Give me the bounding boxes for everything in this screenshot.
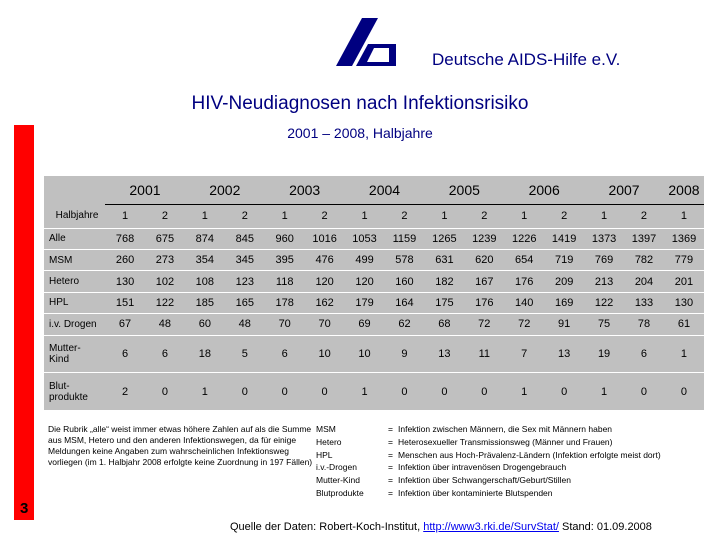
- value-cell: 7: [504, 335, 544, 373]
- value-cell: 395: [265, 249, 305, 270]
- value-cell: 1369: [664, 228, 704, 249]
- slide-number: 3: [20, 500, 29, 517]
- year-header: 2006: [504, 176, 584, 204]
- legend-key: i.v.-Drogen: [316, 462, 357, 473]
- half-year-cell: 2: [401, 210, 408, 222]
- value-cell: 133: [624, 292, 664, 313]
- value-cell: 160: [385, 271, 425, 292]
- value-cell: 61: [664, 314, 704, 335]
- source-prefix: Quelle der Daten: Robert-Koch-Institut,: [230, 521, 421, 533]
- half-year-label: Halbjahre: [55, 210, 99, 222]
- value-cell: 578: [385, 249, 425, 270]
- year-header: 2001: [105, 176, 185, 204]
- value-cell: 213: [584, 271, 624, 292]
- half-year-cell: 1: [441, 210, 448, 222]
- value-cell: 175: [424, 292, 464, 313]
- value-cell: 620: [464, 249, 504, 270]
- legend-key: Mutter-Kind: [316, 475, 360, 486]
- value-cell: 499: [345, 249, 385, 270]
- half-year-cell: 2: [640, 210, 648, 222]
- table-row: [44, 373, 704, 410]
- half-year-cell: 2: [321, 210, 328, 222]
- organization-name: Deutsche AIDS-Hilfe e.V.: [432, 50, 621, 69]
- row-label: Alle: [44, 228, 105, 249]
- value-cell: 260: [105, 249, 145, 270]
- value-cell: 120: [345, 271, 385, 292]
- value-cell: 140: [504, 292, 544, 313]
- value-cell: 1: [504, 373, 544, 410]
- row-label: Hetero: [44, 271, 105, 292]
- legend-desc: Infektion über intravenösen Drogengebrauch: [398, 462, 567, 473]
- value-cell: 78: [624, 314, 664, 335]
- row-label: i.v. Drogen: [44, 314, 105, 335]
- source-link[interactable]: http://www3.rki.de/SurvStat/: [423, 521, 559, 533]
- value-cell: 102: [145, 271, 185, 292]
- legend-desc: Infektion über kontaminierte Blutspenden: [398, 487, 553, 498]
- value-cell: 719: [544, 249, 584, 270]
- value-cell: 165: [225, 292, 265, 313]
- value-cell: 182: [424, 271, 464, 292]
- value-cell: 354: [185, 249, 225, 270]
- row-label-line: Mutter-: [49, 342, 81, 354]
- legend-key: HPL: [316, 449, 333, 460]
- half-year-cell: 1: [361, 210, 368, 222]
- value-cell: 72: [504, 314, 544, 335]
- value-cell: 1016: [305, 228, 345, 249]
- value-cell: 120: [305, 271, 345, 292]
- legend-equals: [388, 423, 393, 500]
- value-cell: 9: [385, 335, 425, 373]
- value-cell: 178: [265, 292, 305, 313]
- legend-eq: =: [388, 475, 393, 486]
- value-cell: 209: [544, 271, 584, 292]
- value-cell: 675: [145, 228, 185, 249]
- value-cell: 0: [624, 373, 664, 410]
- value-cell: 75: [584, 314, 624, 335]
- row-label-line: produkte: [49, 391, 88, 403]
- half-year-cell: 2: [161, 210, 168, 222]
- value-cell: 91: [544, 314, 584, 335]
- value-cell: 345: [225, 249, 265, 270]
- deutsche-aids-hilfe-logo: [334, 18, 396, 66]
- year-header: 2008: [664, 176, 704, 204]
- value-cell: 19: [584, 335, 624, 373]
- half-year-cell: 2: [561, 210, 568, 222]
- value-cell: 68: [424, 314, 464, 335]
- value-cell: 0: [385, 373, 425, 410]
- value-cell: 6: [105, 335, 145, 373]
- value-cell: 169: [544, 292, 584, 313]
- half-year-cell: 2: [481, 210, 488, 222]
- value-cell: 5: [225, 335, 265, 373]
- value-cell: 62: [385, 314, 425, 335]
- value-cell: 769: [584, 249, 624, 270]
- half-year-cell: 1: [680, 210, 688, 222]
- value-cell: 1: [664, 335, 704, 373]
- legend-eq: =: [388, 424, 393, 434]
- value-cell: 0: [305, 373, 345, 410]
- value-cell: 162: [305, 292, 345, 313]
- value-cell: 768: [105, 228, 145, 249]
- value-cell: 476: [305, 249, 345, 270]
- value-cell: 779: [664, 249, 704, 270]
- row-label-line: Blut-: [49, 380, 70, 392]
- value-cell: 1419: [544, 228, 584, 249]
- value-cell: 201: [664, 271, 704, 292]
- legend-key: Hetero: [316, 436, 342, 447]
- value-cell: 1373: [584, 228, 624, 249]
- value-cell: 1397: [624, 228, 664, 249]
- value-cell: 13: [544, 335, 584, 373]
- year-header: 2004: [345, 176, 425, 204]
- value-cell: 123: [225, 271, 265, 292]
- value-cell: 18: [185, 335, 225, 373]
- value-cell: 0: [145, 373, 185, 410]
- value-cell: 167: [464, 271, 504, 292]
- value-cell: 185: [185, 292, 225, 313]
- value-cell: 70: [305, 314, 345, 335]
- table-row: [44, 271, 704, 292]
- value-cell: 122: [584, 292, 624, 313]
- half-year-cell: 1: [281, 210, 288, 222]
- legend-descriptions: [398, 423, 661, 500]
- value-cell: 48: [225, 314, 265, 335]
- footnote-text: Die Rubrik „alle“ weist immer etwas höhere Zahlen auf als die Summe aus MSM, Hetero und den anderen Infektionswegen, da für einige Meldungen keine Angaben zum wahrscheinlichen Infektionsweg vorliegen (im 1. Halbjahr 2008 erfolgte keine Zuordnung in 197 Fällen): [48, 424, 313, 467]
- value-cell: 654: [504, 249, 544, 270]
- row-label: [44, 335, 105, 373]
- legend-keys: [316, 423, 364, 500]
- half-year-cell: 1: [601, 210, 608, 222]
- value-cell: 6: [624, 335, 664, 373]
- year-header-row: [44, 176, 704, 204]
- legend-desc: Infektion über Schwangerschaft/Geburt/Stillen: [398, 475, 571, 486]
- value-cell: 1265: [424, 228, 464, 249]
- half-year-cell: 2: [241, 210, 248, 222]
- value-cell: 204: [624, 271, 664, 292]
- value-cell: 631: [424, 249, 464, 270]
- value-cell: 48: [145, 314, 185, 335]
- value-cell: 11: [464, 335, 504, 373]
- value-cell: 273: [145, 249, 185, 270]
- table-row: [44, 314, 704, 335]
- legend-eq: =: [388, 436, 393, 447]
- value-cell: 0: [664, 373, 704, 410]
- value-cell: 176: [464, 292, 504, 313]
- value-cell: 10: [345, 335, 385, 373]
- row-label: [44, 373, 105, 410]
- row-label: HPL: [44, 292, 105, 313]
- slide-title: HIV-Neudiagnosen nach Infektionsrisiko: [191, 93, 529, 114]
- value-cell: 1: [584, 373, 624, 410]
- value-cell: 0: [225, 373, 265, 410]
- value-cell: 69: [345, 314, 385, 335]
- source-line: [230, 521, 652, 533]
- legend-desc: Infektion zwischen Männern, die Sex mit Männern haben: [398, 424, 613, 434]
- row-label: MSM: [44, 249, 105, 270]
- value-cell: 130: [664, 292, 704, 313]
- legend-eq: =: [388, 487, 393, 498]
- value-cell: 1053: [345, 228, 385, 249]
- value-cell: 13: [424, 335, 464, 373]
- half-year-cell: 1: [201, 210, 208, 222]
- row-label-line: Kind: [49, 353, 70, 365]
- year-header: 2005: [424, 176, 504, 204]
- value-cell: 1159: [385, 228, 425, 249]
- value-cell: 10: [305, 335, 345, 373]
- value-cell: 176: [504, 271, 544, 292]
- legend-eq: =: [388, 449, 393, 460]
- legend-key: Blutprodukte: [316, 487, 364, 498]
- value-cell: 782: [624, 249, 664, 270]
- value-cell: 70: [265, 314, 305, 335]
- legend-desc: Heterosexueller Transmissionsweg (Männer und Frauen): [398, 436, 613, 447]
- corner-cell: [44, 176, 105, 204]
- value-cell: 0: [464, 373, 504, 410]
- value-cell: 151: [105, 292, 145, 313]
- value-cell: 0: [424, 373, 464, 410]
- value-cell: 1239: [464, 228, 504, 249]
- value-cell: 2: [105, 373, 145, 410]
- table-row: [44, 249, 704, 270]
- table-row: [44, 335, 704, 373]
- legend-eq: =: [388, 462, 393, 473]
- source-date: Stand: 01.09.2008: [562, 521, 652, 533]
- accent-bar: [14, 125, 34, 520]
- value-cell: 0: [265, 373, 305, 410]
- half-year-row: [44, 204, 704, 228]
- value-cell: 1: [185, 373, 225, 410]
- value-cell: 118: [265, 271, 305, 292]
- value-cell: 1226: [504, 228, 544, 249]
- table-row: [44, 292, 704, 313]
- half-year-cell: 1: [521, 210, 528, 222]
- slide-subtitle: 2001 – 2008, Halbjahre: [287, 125, 433, 141]
- diagnoses-table: [44, 176, 704, 410]
- value-cell: 60: [185, 314, 225, 335]
- legend-key: MSM: [316, 424, 336, 434]
- year-header: 2003: [265, 176, 345, 204]
- value-cell: 164: [385, 292, 425, 313]
- value-cell: 0: [544, 373, 584, 410]
- value-cell: 108: [185, 271, 225, 292]
- value-cell: 960: [265, 228, 305, 249]
- value-cell: 179: [345, 292, 385, 313]
- value-cell: 1: [345, 373, 385, 410]
- value-cell: 874: [185, 228, 225, 249]
- value-cell: 72: [464, 314, 504, 335]
- year-header: 2007: [584, 176, 664, 204]
- value-cell: 6: [145, 335, 185, 373]
- value-cell: 845: [225, 228, 265, 249]
- value-cell: 67: [105, 314, 145, 335]
- value-cell: 122: [145, 292, 185, 313]
- value-cell: 130: [105, 271, 145, 292]
- year-header: 2002: [185, 176, 265, 204]
- value-cell: 6: [265, 335, 305, 373]
- legend-desc: Menschen aus Hoch-Prävalenz-Ländern (Infektion erfolgte meist dort): [398, 449, 661, 460]
- half-year-cell: 1: [121, 210, 129, 222]
- table-row: [44, 228, 704, 249]
